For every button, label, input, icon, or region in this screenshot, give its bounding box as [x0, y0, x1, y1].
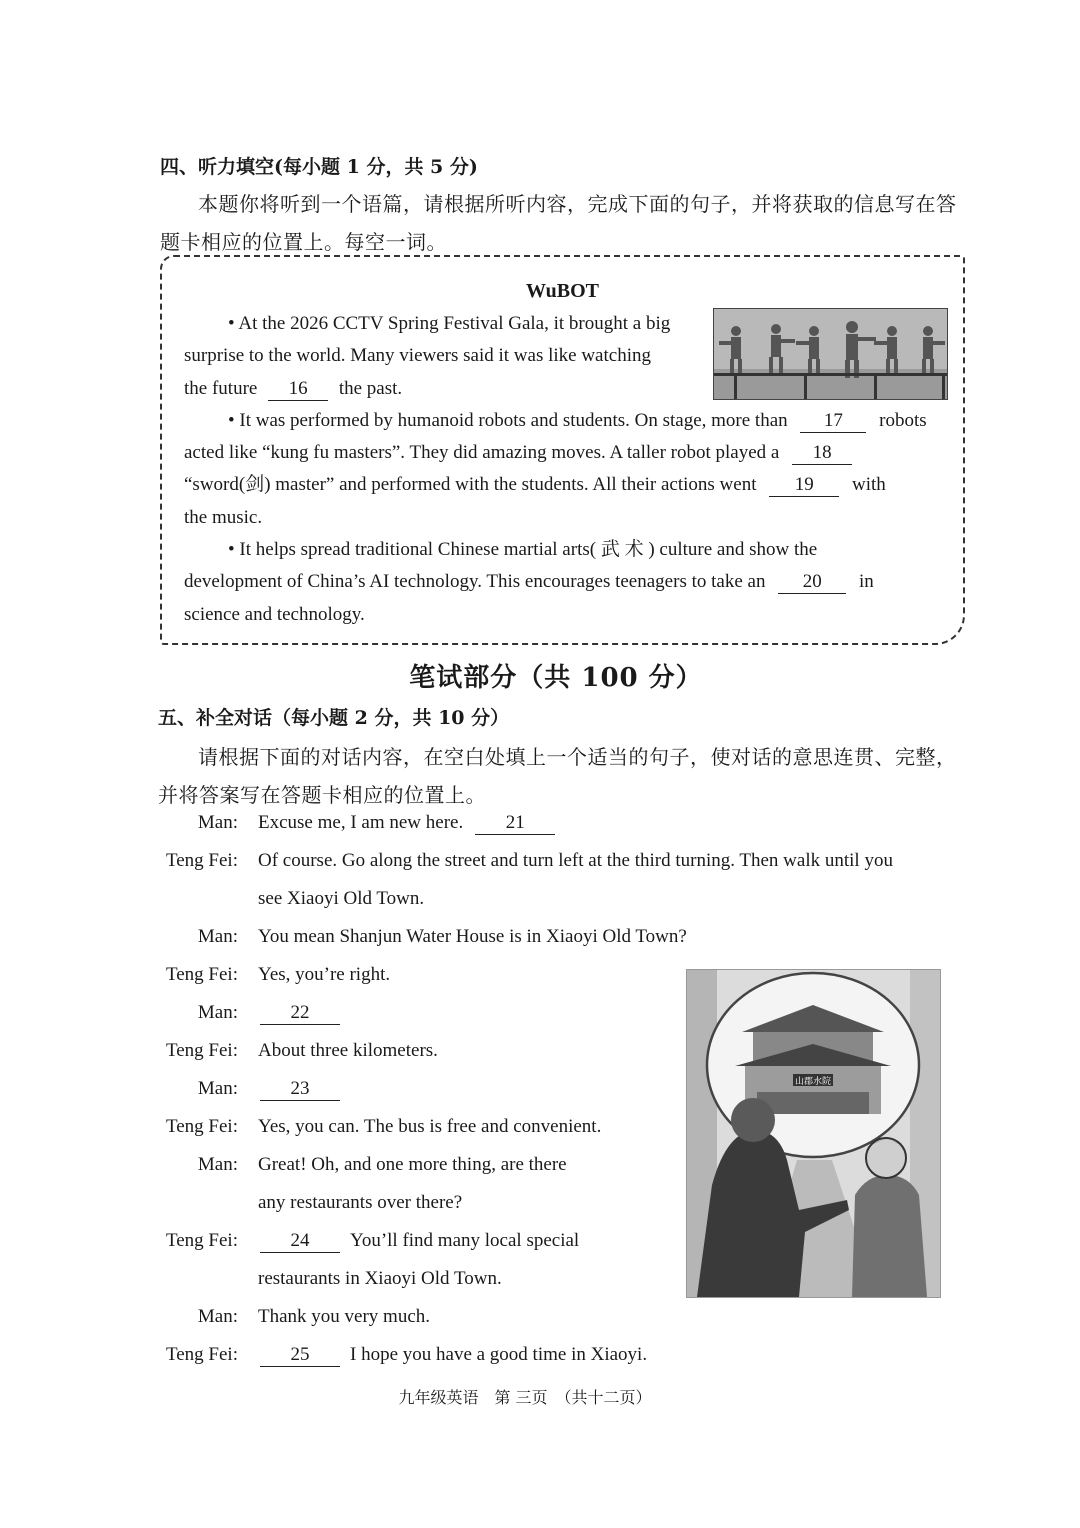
section5-instruction-line1: 请根据下面的对话内容，在空白处填上一个适当的句子，使对话的意思连贯、完整， — [198, 745, 957, 769]
passage-p2-line3-end: with — [852, 474, 886, 495]
passage-p3-line2-start: development of China’s AI technology. This encourages teenagers to take an — [184, 571, 766, 592]
section4-instruction-line1: 本题你将听到一个语篇，请根据所听内容，完成下面的句子，并将获取的信息写在答 — [198, 192, 957, 216]
dialogue-speaker: Man: — [197, 1078, 238, 1099]
dialogue-row — [156, 850, 893, 872]
passage-p3-line3: science and technology. — [184, 604, 365, 625]
dialogue-text-after: You’ll find many local special — [350, 1230, 580, 1251]
passage-p3-line1: • It helps spread traditional Chinese martial arts( 武 术 ) culture and show the — [228, 539, 818, 560]
passage-p3-line2 — [184, 566, 874, 598]
dialogue-text-after: I hope you have a good time in Xiaoyi. — [350, 1344, 648, 1365]
passage-p2-line1 — [228, 405, 948, 437]
dialogue-text: see Xiaoyi Old Town. — [258, 888, 425, 909]
passage-p1-line3 — [184, 373, 402, 405]
dialogue-text: Great! Oh, and one more thing, are there — [258, 1154, 567, 1175]
dialogue-blank-25: 25 — [260, 1344, 340, 1367]
dialogue-row — [156, 1344, 647, 1367]
dialogue-speaker: Man: — [197, 812, 238, 833]
section4-instruction-line2: 题卡相应的位置上。每空一词。 — [160, 230, 447, 254]
dialogue-speaker: Teng Fei: — [165, 850, 238, 871]
dialogue-blank-21: 21 — [475, 812, 555, 835]
passage-p2-line1-start: • It was performed by humanoid robots and students. On stage, more than — [228, 410, 788, 431]
passage-p2-line2-start: acted like “kung fu masters”. They did amazing moves. A taller robot played a — [184, 442, 780, 463]
dialogue-text: Yes, you can. The bus is free and convenient. — [258, 1116, 602, 1137]
dialogue-text: restaurants in Xiaoyi Old Town. — [258, 1268, 502, 1289]
dialogue-row — [156, 1154, 567, 1176]
dialogue-speaker: Teng Fei: — [165, 1344, 238, 1365]
dialogue-row — [156, 926, 687, 948]
dialogue-row — [156, 1306, 430, 1328]
dialogue-row — [156, 1116, 601, 1138]
page-footer: 九年级英语 第 三页 （共十二页） — [398, 1388, 652, 1407]
dialogue-speaker: Man: — [197, 1154, 238, 1175]
dialogue-row — [156, 1230, 579, 1253]
passage-p1-line3-end: the past. — [338, 378, 403, 399]
dialogue-text: About three kilometers. — [258, 1040, 438, 1061]
dialogue-speaker: Man: — [197, 1002, 238, 1023]
dialogue-text: any restaurants over there? — [258, 1192, 463, 1213]
passage-p2-line3-start: “sword(剑) master” and performed with the students. All their actions went — [184, 474, 757, 495]
dialogue-blank-22: 22 — [260, 1002, 340, 1025]
dialogue-blank-24: 24 — [260, 1230, 340, 1253]
blank-16: 16 — [268, 378, 328, 401]
blank-19: 19 — [769, 474, 839, 497]
dialogue-speaker: Teng Fei: — [165, 1040, 238, 1061]
dialogue-text: Of course. Go along the street and turn left at the third turning. Then walk until you — [258, 850, 893, 871]
written-part-title: 笔试部分（共 100 分） — [409, 663, 703, 693]
street-illustration — [686, 969, 941, 1298]
building-sign: 山郡水院 — [794, 1077, 832, 1087]
blank-18: 18 — [792, 442, 852, 465]
passage-p3-line2-end: in — [858, 571, 874, 592]
passage-p1-line3-start: the future — [184, 378, 258, 399]
dialogue-text: You mean Shanjun Water House is in Xiaoyi Old Town? — [258, 926, 687, 947]
dialogue-text: Thank you very much. — [258, 1306, 431, 1327]
passage-title: WuBOT — [526, 280, 599, 302]
passage-p2-line3 — [184, 469, 886, 501]
dialogue-row — [156, 1268, 502, 1290]
dialogue-blank-23: 23 — [260, 1078, 340, 1101]
passage-p2-line1-end: robots — [879, 410, 927, 431]
dialogue-speaker: Teng Fei: — [165, 964, 238, 985]
dialogue-speaker: Man: — [197, 926, 238, 947]
dialogue-row — [156, 812, 565, 835]
dialogue-speaker: Teng Fei: — [165, 1230, 238, 1251]
dialogue-speaker: Teng Fei: — [165, 1116, 238, 1137]
passage-p2-line2 — [184, 437, 852, 469]
dialogue-row — [156, 888, 424, 910]
dialogue-row — [156, 964, 390, 986]
passage-p1-line1: • At the 2026 CCTV Spring Festival Gala, it brought a big — [228, 313, 671, 334]
dialogue-text: Yes, you’re right. — [258, 964, 391, 985]
dialogue-speaker: Man: — [197, 1306, 238, 1327]
robot-performance-photo — [713, 308, 948, 400]
blank-20: 20 — [778, 571, 846, 594]
blank-17: 17 — [800, 410, 866, 433]
passage-p2-line4: the music. — [184, 507, 263, 528]
dialogue-row — [156, 1192, 462, 1214]
dialogue-row — [156, 1002, 350, 1025]
passage-p1-line2: surprise to the world. Many viewers said it was like watching — [184, 345, 651, 366]
section5-title: 五、补全对话（每小题 2 分，共 10 分） — [158, 707, 510, 729]
dialogue-text: Excuse me, I am new here. — [258, 812, 464, 833]
section4-title: 四、听力填空(每小题 1 分，共 5 分) — [160, 156, 478, 178]
section5-instruction-line2: 并将答案写在答题卡相应的位置上。 — [158, 783, 486, 807]
dialogue-row — [156, 1078, 350, 1101]
dialogue-row — [156, 1040, 438, 1062]
